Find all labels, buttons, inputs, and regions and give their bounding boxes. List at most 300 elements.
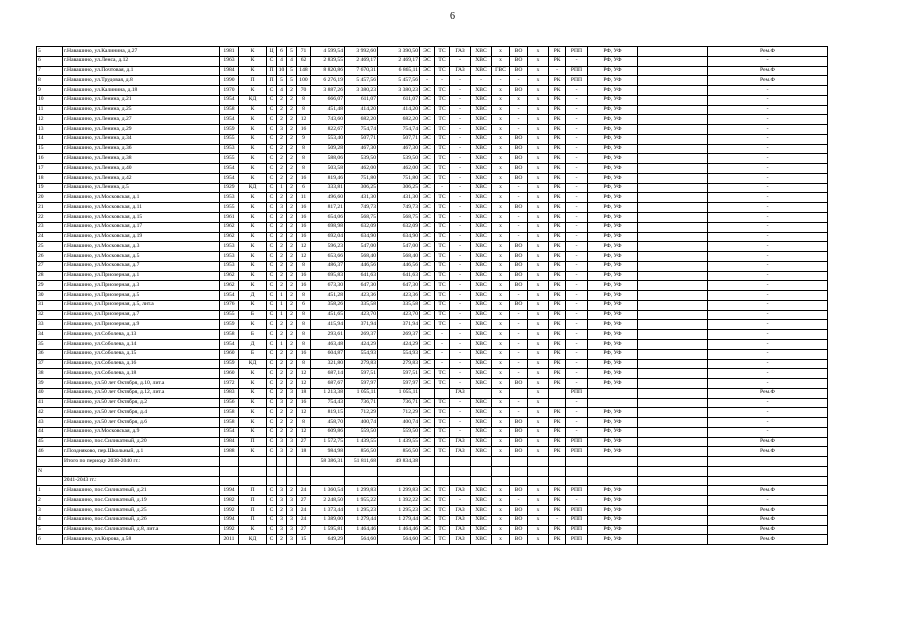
cell-u8: РК: [549, 76, 566, 86]
cell-u3: ГАЗ: [450, 486, 471, 496]
cell-year: 1976: [220, 300, 239, 310]
cell-a2: [345, 466, 378, 476]
cell-apt: 16: [297, 222, 311, 232]
cell-u10: РФ, УФ: [588, 408, 638, 418]
cell-u9: -: [566, 261, 588, 271]
cell-u12: -: [708, 281, 828, 291]
cell-apt: 12: [297, 379, 311, 389]
cell-u8: РК: [549, 330, 566, 340]
cell-u7: х: [528, 310, 549, 320]
cell-u6: -: [510, 359, 528, 369]
cell-u7: х: [528, 281, 549, 291]
cell-u1: ЭС: [420, 525, 435, 535]
cell-u3: ГАЗ: [450, 66, 471, 76]
cell-u3: -: [450, 242, 471, 252]
cell-a3: 462,00: [378, 164, 420, 174]
cell-u2: ТС: [435, 281, 450, 291]
cell-en: 2: [287, 418, 297, 428]
cell-u11: [638, 300, 708, 310]
cell-u8: [549, 466, 566, 476]
cell-u10: РФ, УФ: [588, 125, 638, 135]
cell-u7: х: [528, 330, 549, 340]
cell-u10: РФ, УФ: [588, 310, 638, 320]
cell-c4: С: [267, 95, 277, 105]
cell-u1: ЭС: [420, 105, 435, 115]
cell-fl: 2: [277, 320, 287, 330]
cell-addr: г.Навашино, ул.Московская, д.7: [63, 261, 220, 271]
cell-u8: РК: [549, 56, 566, 66]
housing-register-table: [36, 46, 828, 545]
cell-fl: 2: [277, 144, 287, 154]
cell-fl: 5: [277, 76, 287, 86]
cell-c4: С: [267, 193, 277, 203]
cell-u5: х: [492, 47, 510, 57]
cell-u11: [638, 427, 708, 437]
cell-apt: 12: [297, 427, 311, 437]
cell-a3: 712,29: [378, 408, 420, 418]
cell-u4: ХВС: [471, 496, 492, 506]
cell-u7: х: [528, 359, 549, 369]
cell-addr: г.Навашино, ул.Трудовая, д.8: [63, 76, 220, 86]
cell-n: N: [37, 466, 63, 476]
cell-a1: 3 887,26: [311, 86, 345, 96]
cell-mat: П: [239, 505, 267, 515]
cell-u4: ХВС: [471, 154, 492, 164]
cell-apt: 70: [297, 86, 311, 96]
cell-fl: 2: [277, 281, 287, 291]
cell-u4: ХВС: [471, 232, 492, 242]
cell-u10: РФ, УФ: [588, 115, 638, 125]
cell-addr: г.Навашино, ул.Приозерная, д.3: [63, 281, 220, 291]
cell-u7: [528, 457, 549, 467]
cell-apt: 148: [297, 66, 311, 76]
cell-u7: х: [528, 398, 549, 408]
cell-u7: х: [528, 418, 549, 428]
cell-a2: 749,73: [345, 203, 378, 213]
cell-n: 3: [37, 505, 63, 515]
cell-a2: 554,93: [345, 349, 378, 359]
cell-n: 41: [37, 398, 63, 408]
cell-u4: ХВС: [471, 359, 492, 369]
cell-u10: РФ, УФ: [588, 535, 638, 545]
cell-u2: ТС: [435, 271, 450, 281]
cell-u5: х: [492, 203, 510, 213]
cell-a3: [378, 476, 420, 486]
cell-u4: ХВС: [471, 86, 492, 96]
cell-u11: [638, 271, 708, 281]
cell-a1: 649,29: [311, 535, 345, 545]
cell-u5: х: [492, 213, 510, 223]
table-row: [37, 261, 828, 271]
cell-u8: РК: [549, 232, 566, 242]
cell-apt: 8: [297, 95, 311, 105]
cell-u11: [638, 525, 708, 535]
cell-apt: 11: [297, 193, 311, 203]
cell-u3: -: [450, 173, 471, 183]
cell-en: 2: [287, 271, 297, 281]
cell-u1: ЭС: [420, 154, 435, 164]
cell-u7: х: [528, 203, 549, 213]
cell-u11: [638, 66, 708, 76]
cell-n: 28: [37, 271, 63, 281]
cell-u3: ГАЗ: [450, 437, 471, 447]
cell-addr: г.Навашино, ул.Московская, д.5: [63, 252, 220, 262]
cell-mat: КД: [239, 95, 267, 105]
cell-apt: [297, 476, 311, 486]
cell-a1: 695,83: [311, 271, 345, 281]
cell-mat: К: [239, 115, 267, 125]
cell-a2: 682,20: [345, 115, 378, 125]
cell-u8: РК: [549, 505, 566, 515]
cell-a3: 2 469,17: [378, 56, 420, 66]
cell-fl: 2: [277, 95, 287, 105]
cell-year: 1962: [220, 222, 239, 232]
cell-c4: С: [267, 56, 277, 66]
cell-year: 1962: [220, 281, 239, 291]
cell-n: 25: [37, 242, 63, 252]
cell-u7: х: [528, 173, 549, 183]
cell-a3: 1 295,23: [378, 505, 420, 515]
cell-a2: 856,50: [345, 447, 378, 457]
cell-u3: -: [450, 427, 471, 437]
cell-year: 1929: [220, 183, 239, 193]
cell-addr: г.Навашино, ул.Ленина, д.27: [63, 115, 220, 125]
cell-a3: 423,70: [378, 310, 420, 320]
cell-u6: -: [510, 291, 528, 301]
cell-apt: 12: [297, 242, 311, 252]
cell-u12: -: [708, 115, 828, 125]
cell-u7: х: [528, 515, 549, 525]
cell-en: 2: [287, 379, 297, 389]
cell-n: 38: [37, 369, 63, 379]
cell-u12: -: [708, 105, 828, 115]
cell-a2: 712,29: [345, 408, 378, 418]
cell-u10: РФ, УФ: [588, 86, 638, 96]
cell-u8: [549, 388, 566, 398]
cell-a1: 8 820,86: [311, 66, 345, 76]
cell-u8: РК: [549, 193, 566, 203]
cell-u9: РПП: [566, 47, 588, 57]
cell-u5: х: [492, 193, 510, 203]
table-row: [37, 164, 828, 174]
cell-u4: ХВС: [471, 203, 492, 213]
cell-u12: -: [708, 369, 828, 379]
cell-u3: [450, 476, 471, 486]
cell-apt: 16: [297, 281, 311, 291]
cell-a1: 463,48: [311, 339, 345, 349]
cell-u3: -: [450, 281, 471, 291]
cell-u4: ХВС: [471, 535, 492, 545]
cell-u2: -: [435, 183, 450, 193]
cell-u5: х: [492, 379, 510, 389]
cell-c4: С: [267, 339, 277, 349]
cell-u6: -: [510, 76, 528, 86]
cell-u3: -: [450, 144, 471, 154]
cell-fl: 2: [277, 505, 287, 515]
cell-year: 1960: [220, 349, 239, 359]
cell-u2: ТС: [435, 320, 450, 330]
cell-u8: РК: [549, 369, 566, 379]
table-row: [37, 379, 828, 389]
cell-u1: ЭС: [420, 203, 435, 213]
cell-c4: С: [267, 505, 277, 515]
cell-mat: К: [239, 408, 267, 418]
cell-n: 10: [37, 95, 63, 105]
cell-u7: х: [528, 115, 549, 125]
cell-u5: х: [492, 359, 510, 369]
cell-u8: РК: [549, 203, 566, 213]
cell-u8: РК: [549, 271, 566, 281]
cell-u7: х: [528, 213, 549, 223]
table-row: [37, 418, 828, 428]
table-row: [37, 476, 828, 486]
cell-u1: ЭС: [420, 47, 435, 57]
cell-u8: РК: [549, 281, 566, 291]
cell-a3: 423,36: [378, 291, 420, 301]
cell-u7: х: [528, 388, 549, 398]
cell-u8: [549, 476, 566, 486]
cell-addr: г.Навашино, пос.Силикатный, д.26: [63, 515, 220, 525]
cell-fl: 2: [277, 369, 287, 379]
cell-u11: [638, 47, 708, 57]
cell-fl: 3: [277, 447, 287, 457]
cell-mat: К: [239, 144, 267, 154]
cell-u12: [708, 466, 828, 476]
cell-u5: х: [492, 437, 510, 447]
table-row: [37, 349, 828, 359]
cell-u6: ВО: [510, 203, 528, 213]
cell-u4: ХВС: [471, 310, 492, 320]
cell-u10: РФ, УФ: [588, 300, 638, 310]
cell-year: 1984: [220, 437, 239, 447]
cell-u1: ЭС: [420, 486, 435, 496]
cell-u9: -: [566, 369, 588, 379]
cell-c4: С: [267, 320, 277, 330]
cell-u11: [638, 164, 708, 174]
cell-mat: К: [239, 252, 267, 262]
cell-u8: -: [549, 515, 566, 525]
cell-a2: 3 992,60: [345, 47, 378, 57]
cell-a2: 564,60: [345, 535, 378, 545]
cell-u3: -: [450, 115, 471, 125]
cell-u9: РПП: [566, 535, 588, 545]
cell-u12: [708, 476, 828, 486]
cell-fl: [277, 457, 287, 467]
cell-u12: -: [708, 134, 828, 144]
cell-u1: ЭС: [420, 330, 435, 340]
cell-u12: -: [708, 213, 828, 223]
cell-mat: К: [239, 56, 267, 66]
cell-addr: г.Навашино, ул.Ленса, д.12: [63, 56, 220, 66]
cell-a2: 1 439,55: [345, 437, 378, 447]
cell-u11: [638, 232, 708, 242]
cell-a2: 414,20: [345, 105, 378, 115]
cell-a1: 653,66: [311, 252, 345, 262]
cell-c4: Ц: [267, 47, 277, 57]
cell-a2: 1 279,44: [345, 515, 378, 525]
cell-u12: [708, 457, 828, 467]
cell-fl: 1: [277, 291, 287, 301]
cell-u6: -: [510, 310, 528, 320]
cell-u2: -: [435, 76, 450, 86]
cell-c4: С: [267, 86, 277, 96]
cell-u2: ТС: [435, 242, 450, 252]
cell-en: 2: [287, 349, 297, 359]
cell-a3: 856,50: [378, 447, 420, 457]
cell-u12: -: [708, 427, 828, 437]
cell-u10: РФ, УФ: [588, 525, 638, 535]
cell-fl: 2: [277, 213, 287, 223]
cell-u1: ЭС: [420, 437, 435, 447]
cell-year: 1960: [220, 369, 239, 379]
cell-u12: Рем.Ф: [708, 388, 828, 398]
cell-u2: ТС: [435, 535, 450, 545]
table-row: [37, 320, 828, 330]
cell-mat: К: [239, 261, 267, 271]
cell-en: [287, 466, 297, 476]
cell-u11: [638, 134, 708, 144]
cell-n: 12: [37, 115, 63, 125]
cell-n: 42: [37, 408, 63, 418]
cell-u2: ТС: [435, 261, 450, 271]
cell-en: 2: [287, 173, 297, 183]
cell-year: 1959: [220, 125, 239, 135]
cell-mat: К: [239, 125, 267, 135]
cell-fl: [277, 466, 287, 476]
table-row: [37, 330, 828, 340]
cell-u12: -: [708, 349, 828, 359]
cell-u11: [638, 320, 708, 330]
cell-u3: -: [450, 252, 471, 262]
cell-a1: 333,81: [311, 183, 345, 193]
cell-u2: ТС: [435, 95, 450, 105]
cell-u12: -: [708, 252, 828, 262]
cell-u12: -: [708, 310, 828, 320]
cell-fl: 2: [277, 379, 287, 389]
cell-apt: 27: [297, 525, 311, 535]
cell-a3: 597,51: [378, 369, 420, 379]
cell-addr: г.Навашино, ул.Приозерная, д.1: [63, 271, 220, 281]
cell-u12: -: [708, 300, 828, 310]
cell-u6: ВО: [510, 56, 528, 66]
cell-u4: ХВС: [471, 418, 492, 428]
cell-u10: РФ, УФ: [588, 505, 638, 515]
cell-apt: 16: [297, 232, 311, 242]
cell-u8: РК: [549, 86, 566, 96]
cell-fl: 2: [277, 408, 287, 418]
cell-apt: 8: [297, 164, 311, 174]
cell-u6: [510, 476, 528, 486]
cell-u6: ВО: [510, 66, 528, 76]
cell-addr: г.Навашино, ул.Ленина, д.38: [63, 154, 220, 164]
table-row: [37, 66, 828, 76]
cell-u6: ВО: [510, 252, 528, 262]
cell-u11: [638, 515, 708, 525]
cell-fl: 2: [277, 535, 287, 545]
cell-u6: ВО: [510, 447, 528, 457]
cell-a1: 687,14: [311, 369, 345, 379]
cell-u12: -: [708, 242, 828, 252]
cell-u1: ЭС: [420, 300, 435, 310]
cell-c4: С: [267, 203, 277, 213]
cell-u4: ХВС: [471, 398, 492, 408]
cell-c4: С: [267, 486, 277, 496]
cell-en: [287, 476, 297, 486]
cell-u3: ГАЗ: [450, 515, 471, 525]
cell-mat: П: [239, 496, 267, 506]
cell-a3: 335,58: [378, 300, 420, 310]
cell-u1: ЭС: [420, 281, 435, 291]
cell-u2: ТС: [435, 496, 450, 506]
cell-en: 2: [287, 232, 297, 242]
cell-en: [287, 457, 297, 467]
cell-year: 1983: [220, 388, 239, 398]
cell-u6: ВО: [510, 134, 528, 144]
cell-u4: [471, 388, 492, 398]
cell-u9: -: [566, 408, 588, 418]
cell-c4: С: [267, 115, 277, 125]
cell-u10: РФ, УФ: [588, 486, 638, 496]
cell-u7: [528, 476, 549, 486]
cell-a1: 553,40: [311, 134, 345, 144]
cell-u7: х: [528, 86, 549, 96]
cell-u7: х: [528, 505, 549, 515]
cell-u2: ТС: [435, 134, 450, 144]
cell-fl: 6: [277, 47, 287, 57]
cell-fl: 2: [277, 349, 287, 359]
cell-a2: 597,97: [345, 379, 378, 389]
cell-n: 18: [37, 173, 63, 183]
cell-addr: г.Навашино, пос.Силикатный, д.8, лит.а: [63, 525, 220, 535]
cell-en: 3: [287, 515, 297, 525]
cell-c4: С: [267, 154, 277, 164]
cell-u3: -: [450, 359, 471, 369]
cell-u9: -: [566, 232, 588, 242]
cell-a3: 597,97: [378, 379, 420, 389]
cell-apt: 71: [297, 47, 311, 57]
cell-a2: 279,83: [345, 359, 378, 369]
cell-u5: ГВС: [492, 66, 510, 76]
cell-en: 2: [287, 330, 297, 340]
cell-fl: 2: [277, 164, 287, 174]
cell-a3: 6 865,11: [378, 66, 420, 76]
cell-c4: С: [267, 281, 277, 291]
cell-u10: РФ, УФ: [588, 173, 638, 183]
cell-u10: РФ, УФ: [588, 427, 638, 437]
cell-u5: -: [492, 76, 510, 86]
cell-apt: 8: [297, 359, 311, 369]
cell-u12: -: [708, 154, 828, 164]
cell-u9: -: [566, 144, 588, 154]
cell-u1: ЭС: [420, 535, 435, 545]
cell-u5: [492, 466, 510, 476]
cell-apt: 16: [297, 203, 311, 213]
cell-apt: 16: [297, 271, 311, 281]
cell-a1: 822,67: [311, 125, 345, 135]
cell-u2: ТС: [435, 515, 450, 525]
cell-n: 46: [37, 447, 63, 457]
cell-u12: Рем.Ф: [708, 535, 828, 545]
cell-u4: ХВС: [471, 144, 492, 154]
cell-u8: РК: [549, 418, 566, 428]
cell-year: 1958: [220, 330, 239, 340]
cell-a2: 423,70: [345, 310, 378, 320]
cell-u8: РК: [549, 213, 566, 223]
cell-addr: г.Навашино, ул.Соболева, д.15: [63, 349, 220, 359]
cell-u3: -: [450, 408, 471, 418]
cell-u4: ХВС: [471, 271, 492, 281]
cell-apt: 9: [297, 134, 311, 144]
